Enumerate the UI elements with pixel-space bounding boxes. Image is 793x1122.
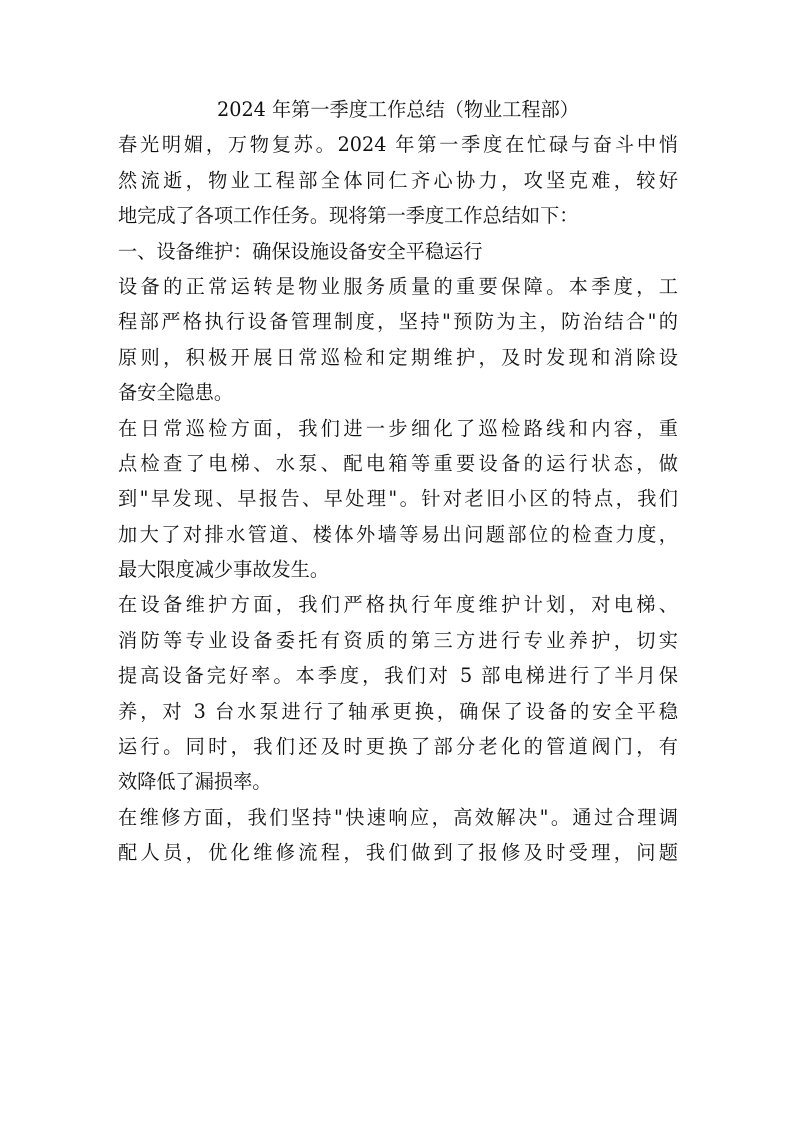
text-line: 然流逝，物业工程部全体同仁齐心协力，攻坚克难，较好 [118, 168, 678, 192]
text-line: 一、设备维护：确保设施设备安全平稳运行 [118, 239, 483, 263]
document-title: 2024 年第一季度工作总结（物业工程部） [217, 98, 579, 121]
text-line: 最大限度减少事故发生。 [118, 558, 330, 582]
text-line: 消防等专业设备委托有资质的第三方进行专业养护，切实 [118, 628, 678, 652]
text-line: 加大了对排水管道、楼体外墙等易出问题部位的检查力度， [118, 522, 678, 546]
text-line: 效降低了漏损率。 [118, 770, 272, 794]
intro-paragraph [118, 127, 678, 233]
text-line: 备安全隐患。 [118, 381, 234, 405]
body-paragraph [118, 269, 678, 411]
text-line: 在日常巡检方面，我们进一步细化了巡检路线和内容，重 [118, 416, 678, 440]
text-line: 到"早发现、早报告、早处理"。针对老旧小区的特点，我们 [118, 487, 678, 511]
text-line: 养，对 3 台水泵进行了轴承更换，确保了设备的安全平稳 [118, 699, 678, 723]
text-line: 程部严格执行设备管理制度，坚持"预防为主，防治结合"的 [118, 310, 678, 334]
document-page [118, 92, 678, 871]
section-heading [118, 234, 678, 269]
text-line: 原则，积极开展日常巡检和定期维护，及时发现和消除设 [118, 345, 678, 369]
body-paragraph [118, 587, 678, 799]
text-line: 提高设备完好率。本季度，我们对 5 部电梯进行了半月保 [118, 664, 678, 688]
text-line: 在设备维护方面，我们严格执行年度维护计划，对电梯、 [118, 593, 678, 617]
body-paragraph [118, 800, 678, 871]
text-line: 春光明媚，万物复苏。2024 年第一季度在忙碌与奋斗中悄 [118, 133, 678, 157]
text-line: 点检查了电梯、水泵、配电箱等重要设备的运行状态，做 [118, 451, 678, 475]
text-line: 设备的正常运转是物业服务质量的重要保障。本季度，工 [118, 274, 678, 298]
text-line: 运行。同时，我们还及时更换了部分老化的管道阀门，有 [118, 735, 678, 759]
text-line: 配人员，优化维修流程，我们做到了报修及时受理，问题 [118, 841, 678, 865]
text-line: 在维修方面，我们坚持"快速响应，高效解决"。通过合理调 [118, 805, 678, 829]
body-paragraph [118, 411, 678, 588]
text-line: 地完成了各项工作任务。现将第一季度工作总结如下： [118, 204, 579, 228]
